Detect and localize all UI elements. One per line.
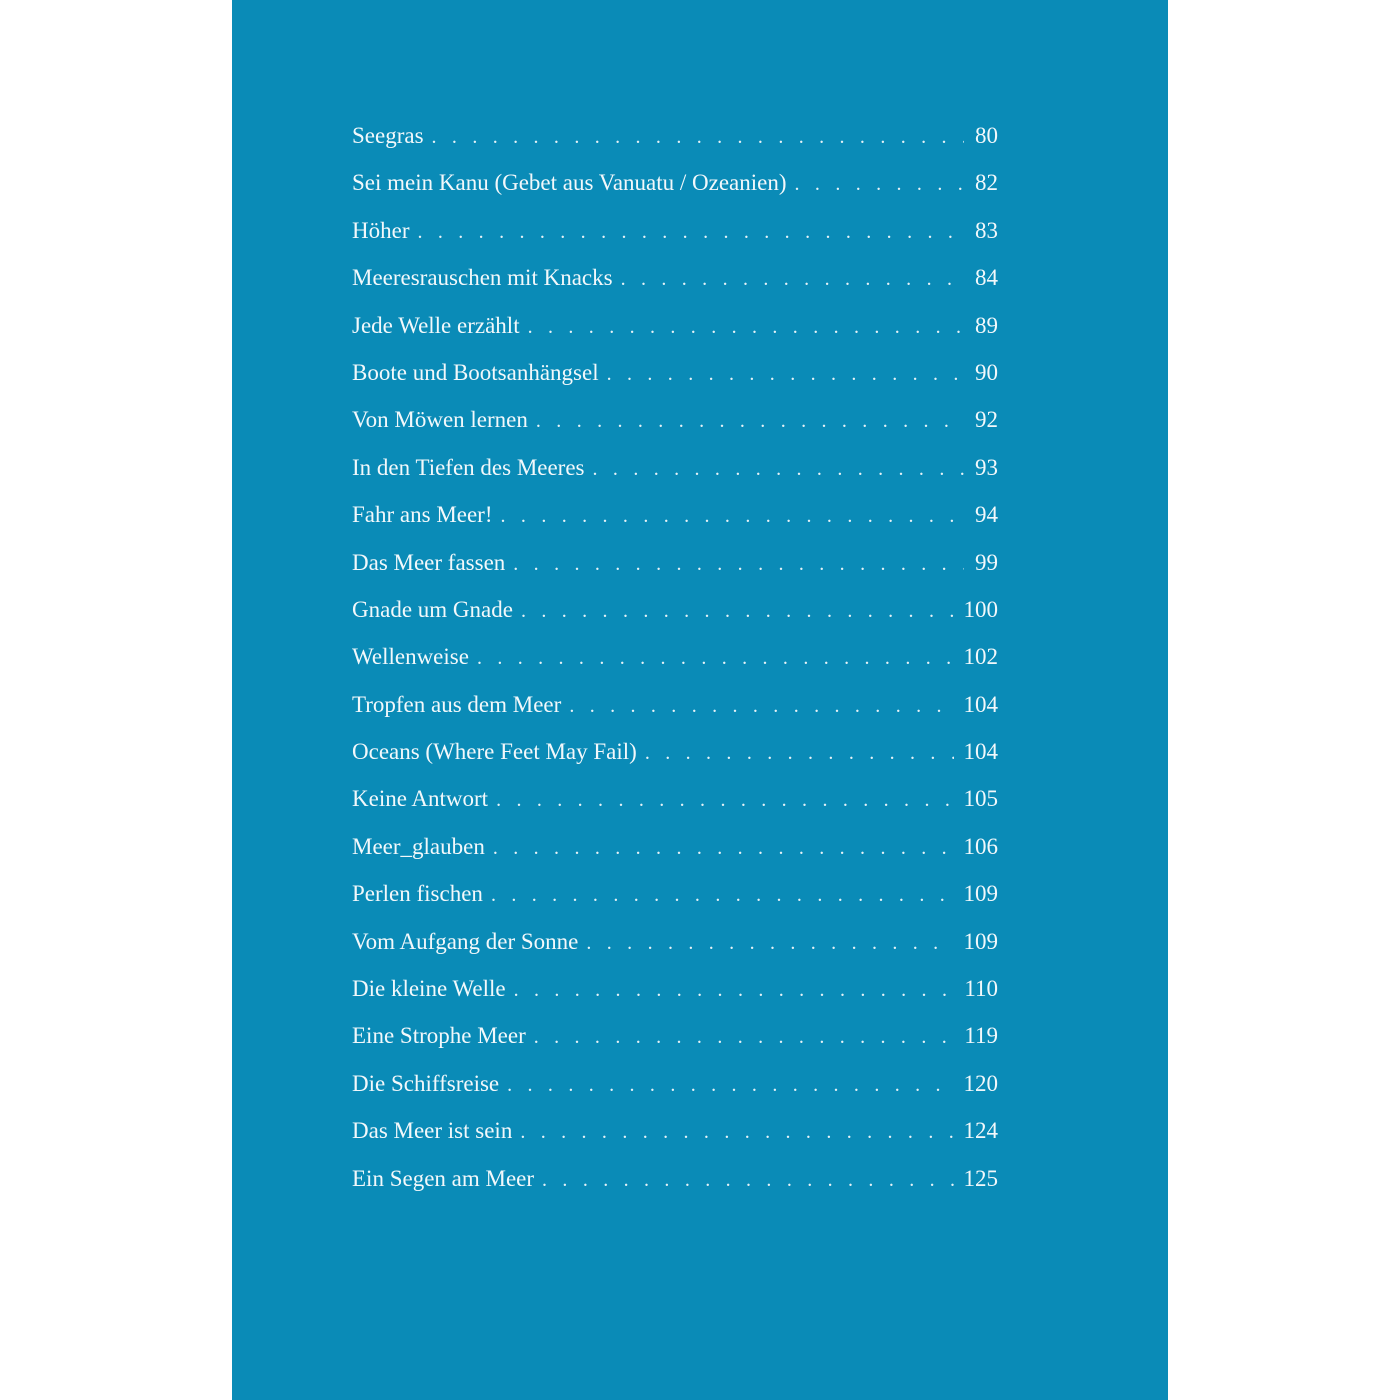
toc-dot-leader [607, 351, 964, 398]
toc-entry-page-number: 120 [963, 1070, 998, 1096]
toc-dot-leader [501, 493, 964, 540]
toc-entry-page-number: 89 [975, 312, 998, 338]
toc-dot-leader [536, 398, 964, 445]
toc-dot-leader [477, 635, 954, 682]
toc-entry-page-number: 109 [963, 881, 998, 907]
toc-entry-page-number: 83 [975, 217, 998, 243]
toc-entry [352, 444, 998, 491]
toc-dot-leader [542, 1157, 953, 1204]
toc-entry [352, 539, 998, 586]
toc-entry [352, 491, 998, 538]
toc-entry-title: Boote und Bootsanhängsel [352, 359, 599, 385]
toc-entry-title: Meer_glauben [352, 833, 485, 859]
toc-entry-title: Vom Aufgang der Sonne [352, 928, 579, 954]
toc-entry-page-number: 82 [975, 170, 998, 196]
toc-dot-leader [593, 446, 964, 493]
toc-entry-title: Tropfen aus dem Meer [352, 691, 562, 717]
toc-entry-title: Sei mein Kanu (Gebet aus Vanuatu / Ozeanien) [352, 170, 787, 196]
toc-entry-page-number: 105 [963, 786, 998, 812]
toc-entry-page-number: 100 [963, 596, 998, 622]
toc-entry-page-number: 104 [963, 691, 998, 717]
toc-dot-leader [520, 1109, 953, 1156]
toc-entry [352, 396, 998, 443]
toc-entry-page-number: 99 [975, 549, 998, 575]
toc-dot-leader [521, 588, 954, 635]
toc-entry [352, 1107, 998, 1154]
toc-entry-page-number: 94 [975, 502, 998, 528]
toc-dot-leader [534, 1014, 955, 1061]
toc-dot-leader [795, 161, 964, 208]
toc-entry-title: Oceans (Where Feet May Fail) [352, 739, 637, 765]
toc-dot-leader [528, 304, 964, 351]
toc-entry-page-number: 93 [975, 454, 998, 480]
toc-entry-page-number: 119 [964, 1023, 998, 1049]
toc-dot-leader [586, 920, 953, 967]
toc-entry [352, 775, 998, 822]
toc-entry [352, 633, 998, 680]
toc-entry-title: Jede Welle erzählt [352, 312, 520, 338]
toc-dot-leader [514, 967, 955, 1014]
toc-entry-page-number: 104 [963, 739, 998, 765]
toc-entry-page-number: 124 [963, 1118, 998, 1144]
toc-entry-title: Perlen fischen [352, 881, 483, 907]
toc-entry-title: Fahr ans Meer! [352, 502, 493, 528]
toc-entry [352, 112, 998, 159]
toc-entry [352, 681, 998, 728]
toc-entry-page-number: 102 [963, 644, 998, 670]
toc-entry [352, 254, 998, 301]
toc-dot-leader [496, 777, 953, 824]
toc-entry [352, 159, 998, 206]
toc-entry [352, 965, 998, 1012]
toc-entry-page-number: 84 [975, 265, 998, 291]
toc-entry-page-number: 106 [963, 833, 998, 859]
toc-entry-page-number: 80 [975, 123, 998, 148]
toc-entry [352, 207, 998, 254]
toc-dot-leader [493, 825, 954, 872]
toc-entry-title: Ein Segen am Meer [352, 1165, 535, 1191]
toc-entry-page-number: 92 [975, 407, 998, 433]
toc-entry-title: Die kleine Welle [352, 976, 506, 1002]
toc-dot-leader [645, 730, 954, 777]
toc-entry-page-number: 110 [964, 976, 998, 1002]
toc-entry-page-number: 109 [963, 928, 998, 954]
toc-dot-leader [621, 256, 964, 303]
toc-dot-leader [432, 114, 964, 161]
toc-entry-title: Keine Antwort [352, 786, 489, 812]
toc-entry [352, 728, 998, 775]
toc-dot-leader [507, 1062, 953, 1109]
book-page [232, 0, 1168, 1400]
toc-entry [352, 586, 998, 633]
toc-entry-title: Das Meer ist sein [352, 1118, 513, 1144]
toc-entry [352, 1060, 998, 1107]
toc-entry-title: Seegras [352, 123, 424, 148]
toc-entry-title: In den Tiefen des Meeres [352, 454, 585, 480]
toc-entry-title: Eine Strophe Meer [352, 1023, 526, 1049]
toc-entry-title: Meeresrauschen mit Knacks [352, 265, 613, 291]
toc-entry-page-number: 125 [963, 1165, 998, 1191]
toc-entry-title: Von Möwen lernen [352, 407, 528, 433]
toc-entry-title: Gnade um Gnade [352, 596, 513, 622]
toc-entry-title: Das Meer fassen [352, 549, 506, 575]
toc-dot-leader [513, 541, 964, 588]
toc-entry-title: Wellenweise [352, 644, 469, 670]
toc-entry [352, 1012, 998, 1059]
toc-entry [352, 870, 998, 917]
toc-entry [352, 302, 998, 349]
toc-entry-page-number: 90 [975, 359, 998, 385]
toc-dot-leader [417, 209, 964, 256]
toc-entry-title: Die Schiffsreise [352, 1070, 500, 1096]
toc-entry [352, 349, 998, 396]
toc-dot-leader [491, 872, 954, 919]
table-of-contents [352, 112, 998, 1202]
toc-entry-title: Höher [352, 217, 410, 243]
toc-dot-leader [569, 683, 953, 730]
toc-entry [352, 1155, 998, 1202]
toc-entry [352, 823, 998, 870]
toc-entry [352, 918, 998, 965]
